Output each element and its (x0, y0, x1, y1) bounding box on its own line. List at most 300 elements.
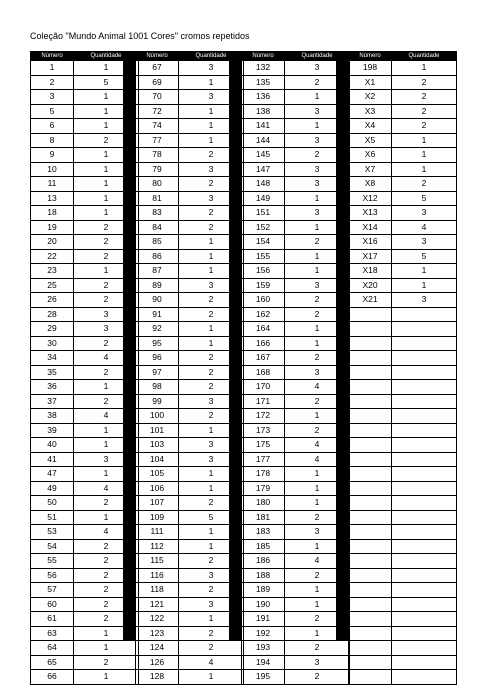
table-row (349, 133, 457, 148)
sticker-quantity: 4 (392, 220, 457, 235)
sticker-quantity (392, 336, 457, 351)
table-row (242, 90, 350, 105)
sticker-number: 116 (136, 568, 179, 583)
sticker-number: 162 (242, 307, 285, 322)
sticker-number: 155 (242, 249, 285, 264)
sticker-number: 132 (242, 61, 285, 76)
sticker-number: 86 (136, 249, 179, 264)
table-row (242, 554, 350, 569)
table-row (242, 438, 350, 453)
sticker-number: 80 (136, 177, 179, 192)
table-row (136, 525, 244, 540)
sticker-number: X14 (349, 220, 392, 235)
sticker-quantity (392, 438, 457, 453)
sticker-quantity: 1 (285, 322, 350, 337)
sticker-quantity (392, 467, 457, 482)
table-row (136, 278, 244, 293)
sticker-number: 91 (136, 307, 179, 322)
sticker-number (349, 322, 392, 337)
sticker-number (349, 351, 392, 366)
table-row (31, 655, 139, 670)
sticker-number: 189 (242, 583, 285, 598)
table-row (242, 249, 350, 264)
sticker-quantity (392, 670, 457, 685)
sticker-number: X13 (349, 206, 392, 221)
sticker-number: 171 (242, 394, 285, 409)
sticker-quantity: 2 (179, 626, 244, 641)
table-row (242, 452, 350, 467)
table-row (242, 235, 350, 250)
sticker-quantity: 2 (285, 568, 350, 583)
sticker-quantity: 2 (285, 235, 350, 250)
sticker-quantity (392, 612, 457, 627)
table-row (31, 307, 139, 322)
table-row (349, 278, 457, 293)
table-row (31, 148, 139, 163)
sticker-number: 18 (31, 206, 74, 221)
sticker-number: 51 (31, 510, 74, 525)
table-row (136, 293, 244, 308)
sticker-quantity (392, 525, 457, 540)
sticker-quantity: 1 (285, 220, 350, 235)
table-row (136, 612, 244, 627)
table-row (242, 177, 350, 192)
table-row (31, 162, 139, 177)
sticker-quantity: 3 (74, 452, 139, 467)
table-row (31, 583, 139, 598)
sticker-quantity: 3 (179, 278, 244, 293)
sticker-quantity: 3 (74, 322, 139, 337)
table-row (242, 278, 350, 293)
sticker-number: 65 (31, 655, 74, 670)
header-quantity: Quantidade (392, 52, 457, 61)
table-header-row (242, 52, 350, 61)
sticker-number: 106 (136, 481, 179, 496)
sticker-quantity: 2 (392, 177, 457, 192)
table-row (349, 365, 457, 380)
sticker-quantity: 4 (285, 452, 350, 467)
table-row (349, 75, 457, 90)
sticker-number: X20 (349, 278, 392, 293)
sticker-quantity: 2 (179, 554, 244, 569)
sticker-number: 168 (242, 365, 285, 380)
sticker-quantity: 4 (285, 380, 350, 395)
sticker-number: 177 (242, 452, 285, 467)
sticker-quantity (392, 641, 457, 656)
sticker-quantity: 3 (179, 61, 244, 76)
table-row (136, 438, 244, 453)
sticker-quantity: 1 (179, 670, 244, 685)
sticker-quantity: 1 (74, 438, 139, 453)
sticker-number: 194 (242, 655, 285, 670)
sticker-number: 49 (31, 481, 74, 496)
table-row (349, 336, 457, 351)
table-row (349, 206, 457, 221)
sticker-quantity: 3 (392, 206, 457, 221)
table-row (136, 119, 244, 134)
sticker-quantity: 1 (74, 380, 139, 395)
sticker-number: 185 (242, 539, 285, 554)
sticker-number: 173 (242, 423, 285, 438)
table-row (31, 496, 139, 511)
sticker-quantity: 1 (179, 481, 244, 496)
sticker-number: 198 (349, 61, 392, 76)
table-row (242, 626, 350, 641)
sticker-number: 47 (31, 467, 74, 482)
sticker-number: 26 (31, 293, 74, 308)
sticker-quantity (392, 481, 457, 496)
table-row (136, 554, 244, 569)
sticker-quantity: 3 (285, 206, 350, 221)
sticker-number: 105 (136, 467, 179, 482)
sticker-quantity: 3 (179, 597, 244, 612)
sticker-quantity: 1 (179, 249, 244, 264)
sticker-quantity (392, 554, 457, 569)
sticker-quantity (392, 568, 457, 583)
table-row (31, 641, 139, 656)
sticker-quantity: 1 (392, 162, 457, 177)
sticker-quantity: 2 (74, 133, 139, 148)
sticker-number: 77 (136, 133, 179, 148)
sticker-number: 38 (31, 409, 74, 424)
table-row (31, 670, 139, 685)
sticker-number: 34 (31, 351, 74, 366)
sticker-number (349, 496, 392, 511)
sticker-quantity: 2 (74, 496, 139, 511)
sticker-quantity: 1 (74, 510, 139, 525)
table-row (136, 655, 244, 670)
table-row (31, 264, 139, 279)
sticker-number (349, 510, 392, 525)
table-row (31, 220, 139, 235)
sticker-number: 54 (31, 539, 74, 554)
sticker-quantity: 1 (285, 90, 350, 105)
sticker-number: X18 (349, 264, 392, 279)
sticker-quantity: 1 (74, 90, 139, 105)
sticker-quantity: 2 (285, 307, 350, 322)
sticker-number: 109 (136, 510, 179, 525)
sticker-quantity: 1 (74, 423, 139, 438)
page-title: Coleção "Mundo Animal 1001 Cores" cromos repetidos (30, 31, 250, 41)
sticker-quantity: 2 (179, 177, 244, 192)
sticker-number: 164 (242, 322, 285, 337)
table-row (136, 539, 244, 554)
table-row (349, 235, 457, 250)
sticker-quantity (392, 307, 457, 322)
sticker-number: 55 (31, 554, 74, 569)
sticker-number: 92 (136, 322, 179, 337)
sticker-number: 122 (136, 612, 179, 627)
table-row (242, 293, 350, 308)
table-row (349, 641, 457, 656)
sticker-number: 190 (242, 597, 285, 612)
sticker-number: 100 (136, 409, 179, 424)
sticker-number: X17 (349, 249, 392, 264)
sticker-quantity (392, 583, 457, 598)
sticker-number: 70 (136, 90, 179, 105)
sticker-number: 6 (31, 119, 74, 134)
table-row (242, 525, 350, 540)
sticker-quantity: 1 (392, 278, 457, 293)
sticker-number: X5 (349, 133, 392, 148)
table-row (31, 278, 139, 293)
table-row (31, 206, 139, 221)
sticker-quantity: 2 (179, 206, 244, 221)
table-row (136, 626, 244, 641)
sticker-quantity: 1 (179, 525, 244, 540)
header-quantity: Quantidade (74, 52, 139, 61)
table-row (242, 322, 350, 337)
sticker-number (349, 554, 392, 569)
sticker-number: X1 (349, 75, 392, 90)
sticker-number: 145 (242, 148, 285, 163)
sticker-quantity: 1 (179, 336, 244, 351)
table-row (136, 351, 244, 366)
sticker-number: 107 (136, 496, 179, 511)
table-row (136, 162, 244, 177)
sticker-number: 183 (242, 525, 285, 540)
table-row (31, 235, 139, 250)
sticker-quantity: 1 (285, 539, 350, 554)
sticker-number (349, 670, 392, 685)
sticker-number: X16 (349, 235, 392, 250)
sticker-number (349, 539, 392, 554)
table-row (136, 220, 244, 235)
sticker-quantity: 1 (179, 235, 244, 250)
table-row (136, 670, 244, 685)
sticker-number: 135 (242, 75, 285, 90)
sticker-number: 74 (136, 119, 179, 134)
sticker-quantity: 2 (74, 220, 139, 235)
table-row (136, 235, 244, 250)
sticker-quantity: 1 (74, 626, 139, 641)
table-row (136, 380, 244, 395)
table-row (242, 264, 350, 279)
sticker-quantity: 2 (179, 641, 244, 656)
table-row (349, 655, 457, 670)
sticker-quantity: 1 (285, 597, 350, 612)
table-row (136, 104, 244, 119)
table-row (349, 293, 457, 308)
sticker-quantity: 2 (179, 148, 244, 163)
sticker-quantity (392, 351, 457, 366)
sticker-number: 60 (31, 597, 74, 612)
sticker-quantity: 1 (74, 148, 139, 163)
table-row (136, 264, 244, 279)
table-row (31, 554, 139, 569)
header-number: Número (136, 52, 179, 61)
table-row (349, 568, 457, 583)
sticker-quantity: 1 (74, 670, 139, 685)
table-row (242, 467, 350, 482)
sticker-number: 175 (242, 438, 285, 453)
sticker-quantity: 3 (285, 104, 350, 119)
sticker-quantity (392, 452, 457, 467)
table-row (31, 597, 139, 612)
table-row (136, 467, 244, 482)
sticker-quantity: 2 (74, 568, 139, 583)
table-row (242, 351, 350, 366)
table-row (31, 119, 139, 134)
sticker-number: 1 (31, 61, 74, 76)
table-row (31, 467, 139, 482)
sticker-number: 57 (31, 583, 74, 598)
sticker-quantity: 3 (285, 655, 350, 670)
sticker-quantity: 2 (74, 583, 139, 598)
sticker-number: 69 (136, 75, 179, 90)
header-number: Número (31, 52, 74, 61)
sticker-number: 151 (242, 206, 285, 221)
sticker-quantity: 1 (74, 61, 139, 76)
sticker-quantity (392, 365, 457, 380)
table-row (349, 481, 457, 496)
table-row (349, 220, 457, 235)
table-row (242, 191, 350, 206)
sticker-quantity: 2 (285, 423, 350, 438)
sticker-number: 2 (31, 75, 74, 90)
sticker-number: X21 (349, 293, 392, 308)
sticker-quantity (392, 597, 457, 612)
table-header-row (31, 52, 139, 61)
sticker-quantity: 2 (285, 641, 350, 656)
table-row (31, 177, 139, 192)
sticker-quantity: 2 (179, 365, 244, 380)
sticker-number: X4 (349, 119, 392, 134)
sticker-quantity (392, 322, 457, 337)
table-row (349, 597, 457, 612)
sticker-number (349, 438, 392, 453)
sticker-number (349, 481, 392, 496)
sticker-number: 84 (136, 220, 179, 235)
table-row (349, 177, 457, 192)
sticker-number: 170 (242, 380, 285, 395)
sticker-quantity: 1 (179, 119, 244, 134)
sticker-quantity: 2 (285, 75, 350, 90)
table-row (242, 220, 350, 235)
table-row (31, 104, 139, 119)
sticker-quantity: 5 (392, 249, 457, 264)
sticker-number (349, 583, 392, 598)
sticker-quantity: 1 (179, 322, 244, 337)
table-row (136, 423, 244, 438)
sticker-number (349, 365, 392, 380)
sticker-quantity: 2 (74, 554, 139, 569)
sticker-quantity: 4 (285, 438, 350, 453)
sticker-quantity: 3 (285, 278, 350, 293)
table-row (242, 336, 350, 351)
sticker-quantity: 1 (74, 191, 139, 206)
table-row (242, 75, 350, 90)
sticker-quantity (392, 655, 457, 670)
sticker-number (349, 467, 392, 482)
stickers-table-4 (348, 51, 457, 685)
sticker-number: 98 (136, 380, 179, 395)
table-row (31, 481, 139, 496)
sticker-quantity: 4 (285, 554, 350, 569)
header-number: Número (242, 52, 285, 61)
sticker-number: 81 (136, 191, 179, 206)
sticker-quantity: 1 (285, 264, 350, 279)
table-row (242, 162, 350, 177)
sticker-number: 83 (136, 206, 179, 221)
table-row (136, 75, 244, 90)
sticker-number: 154 (242, 235, 285, 250)
table-row (136, 481, 244, 496)
sticker-quantity: 1 (285, 583, 350, 598)
table-row (136, 336, 244, 351)
sticker-number: 115 (136, 554, 179, 569)
table-header-row (136, 52, 244, 61)
table-row (349, 583, 457, 598)
sticker-quantity: 1 (74, 467, 139, 482)
sticker-number: 148 (242, 177, 285, 192)
table-row (349, 438, 457, 453)
sticker-quantity: 3 (392, 235, 457, 250)
stickers-table-1 (30, 51, 139, 685)
stickers-table-3 (241, 51, 350, 685)
sticker-quantity (392, 626, 457, 641)
sticker-quantity: 2 (285, 351, 350, 366)
table-row (242, 394, 350, 409)
table-row (242, 104, 350, 119)
sticker-quantity: 3 (179, 452, 244, 467)
sticker-quantity: 3 (179, 191, 244, 206)
table-row (136, 322, 244, 337)
sticker-number: 97 (136, 365, 179, 380)
sticker-number: 118 (136, 583, 179, 598)
sticker-quantity: 3 (285, 365, 350, 380)
sticker-number (349, 525, 392, 540)
sticker-quantity: 1 (74, 119, 139, 134)
sticker-quantity: 1 (285, 336, 350, 351)
table-row (136, 90, 244, 105)
sticker-number (349, 307, 392, 322)
sticker-quantity: 3 (285, 61, 350, 76)
sticker-quantity: 2 (285, 612, 350, 627)
sticker-number: 40 (31, 438, 74, 453)
sticker-number (349, 394, 392, 409)
sticker-quantity: 4 (179, 655, 244, 670)
sticker-number: 186 (242, 554, 285, 569)
table-row (136, 206, 244, 221)
table-row (349, 626, 457, 641)
sticker-number: 19 (31, 220, 74, 235)
sticker-quantity: 2 (74, 235, 139, 250)
table-row (136, 641, 244, 656)
sticker-quantity: 4 (74, 351, 139, 366)
sticker-quantity (392, 409, 457, 424)
table-row (31, 438, 139, 453)
sticker-number: 64 (31, 641, 74, 656)
sticker-quantity: 2 (74, 336, 139, 351)
sticker-quantity: 1 (285, 626, 350, 641)
table-row (242, 481, 350, 496)
table-row (242, 380, 350, 395)
table-row (31, 409, 139, 424)
sticker-quantity: 1 (179, 264, 244, 279)
sticker-number: 79 (136, 162, 179, 177)
header-number: Número (349, 52, 392, 61)
sticker-quantity: 3 (179, 394, 244, 409)
sticker-number: 101 (136, 423, 179, 438)
table-row (31, 510, 139, 525)
table-header-row (349, 52, 457, 61)
table-row (136, 148, 244, 163)
sticker-number: 66 (31, 670, 74, 685)
sticker-quantity: 1 (179, 133, 244, 148)
sticker-number: 192 (242, 626, 285, 641)
sticker-quantity: 1 (392, 61, 457, 76)
